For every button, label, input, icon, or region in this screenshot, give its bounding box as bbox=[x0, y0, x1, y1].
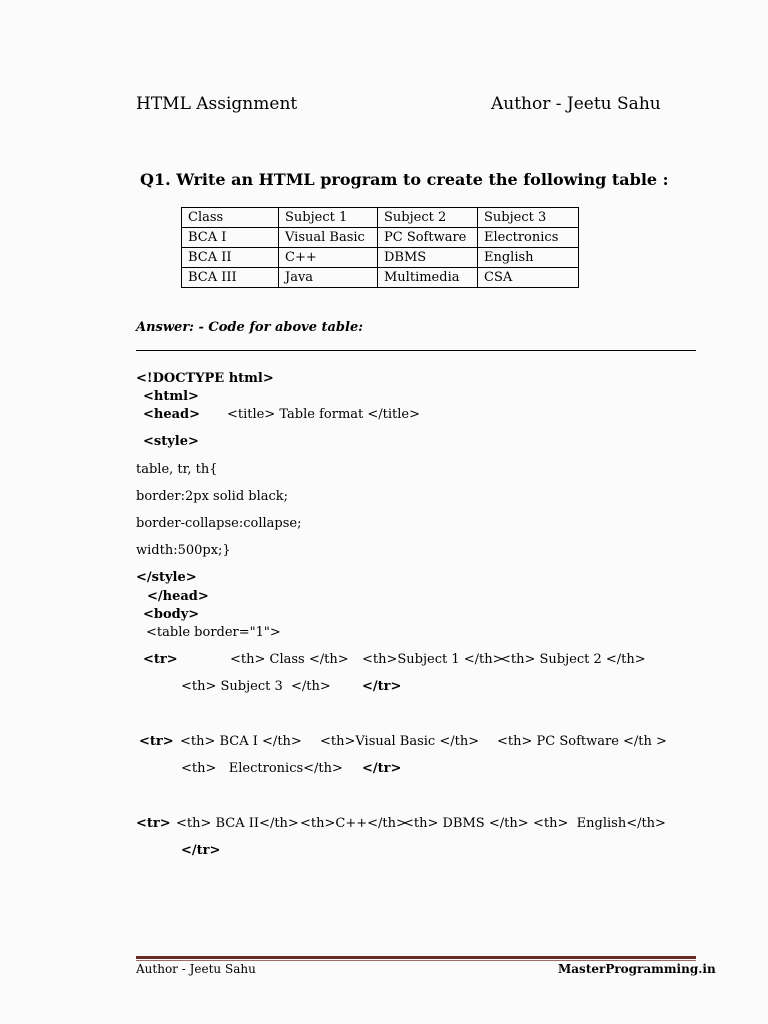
assignment-title: HTML Assignment bbox=[136, 94, 298, 114]
code-line: <th> DBMS </th> bbox=[403, 816, 529, 831]
code-line: <th>Visual Basic </th> bbox=[320, 734, 480, 749]
table-cell: Subject 1 bbox=[279, 208, 378, 228]
table-cell: PC Software bbox=[378, 228, 478, 248]
code-line: </tr> bbox=[362, 679, 402, 694]
author-header: Author - Jeetu Sahu bbox=[491, 94, 661, 114]
code-line: <tr> bbox=[143, 652, 178, 667]
code-line: <html> bbox=[143, 389, 199, 404]
table-cell: Class bbox=[182, 208, 279, 228]
code-line: <title> Table format </title> bbox=[227, 407, 421, 422]
code-line: <th> PC Software </th > bbox=[497, 734, 667, 749]
code-line: </head> bbox=[147, 589, 209, 604]
sample-table bbox=[181, 207, 579, 288]
code-line: <th> BCA II</th> bbox=[176, 816, 299, 831]
table-cell: Subject 2 bbox=[378, 208, 478, 228]
code-line: border-collapse:collapse; bbox=[136, 516, 302, 531]
table-cell: BCA I bbox=[182, 228, 279, 248]
table-cell: Visual Basic bbox=[279, 228, 378, 248]
code-line: <table border="1"> bbox=[146, 625, 281, 640]
code-line: <th> English</th> bbox=[533, 816, 666, 831]
code-line: <th> Subject 3 </th> bbox=[181, 679, 331, 694]
table-row bbox=[182, 228, 579, 248]
code-line: <th> Class </th> bbox=[230, 652, 349, 667]
code-line: <th>Subject 1 </th> bbox=[362, 652, 504, 667]
code-line: </tr> bbox=[362, 761, 402, 776]
code-line: width:500px;} bbox=[136, 543, 231, 558]
footer-author: Author - Jeetu Sahu bbox=[136, 962, 256, 976]
divider bbox=[136, 350, 696, 351]
table-cell: Java bbox=[279, 268, 378, 288]
code-line: table, tr, th{ bbox=[136, 462, 218, 477]
code-line: <tr> bbox=[139, 734, 174, 749]
table-cell: C++ bbox=[279, 248, 378, 268]
code-line: <th> Subject 2 </th> bbox=[500, 652, 646, 667]
code-line: <style> bbox=[143, 434, 199, 449]
table-row bbox=[182, 248, 579, 268]
code-line: <!DOCTYPE html> bbox=[136, 371, 274, 386]
table-row bbox=[182, 268, 579, 288]
code-line: </tr> bbox=[181, 843, 221, 858]
table-cell: Electronics bbox=[478, 228, 579, 248]
table-cell: Multimedia bbox=[378, 268, 478, 288]
footer-rule bbox=[136, 956, 696, 959]
footer-site: MasterProgramming.in bbox=[558, 962, 716, 976]
table-cell: BCA III bbox=[182, 268, 279, 288]
code-line: <th> BCA I </th> bbox=[180, 734, 302, 749]
code-line: <head> bbox=[143, 407, 201, 422]
footer-rule-thin bbox=[136, 960, 696, 961]
table-cell: DBMS bbox=[378, 248, 478, 268]
table-cell: Subject 3 bbox=[478, 208, 579, 228]
code-line: <th>C++</th> bbox=[300, 816, 407, 831]
answer-label: Answer: - Code for above table: bbox=[136, 320, 364, 335]
table-cell: CSA bbox=[478, 268, 579, 288]
question-heading: Q1. Write an HTML program to create the following table : bbox=[140, 170, 669, 189]
table-cell: BCA II bbox=[182, 248, 279, 268]
code-line: border:2px solid black; bbox=[136, 489, 289, 504]
code-line: </style> bbox=[136, 570, 197, 585]
table-cell: English bbox=[478, 248, 579, 268]
code-line: <th> Electronics</th> bbox=[181, 761, 343, 776]
table-row bbox=[182, 208, 579, 228]
code-line: <body> bbox=[143, 607, 200, 622]
code-line: <tr> bbox=[136, 816, 171, 831]
